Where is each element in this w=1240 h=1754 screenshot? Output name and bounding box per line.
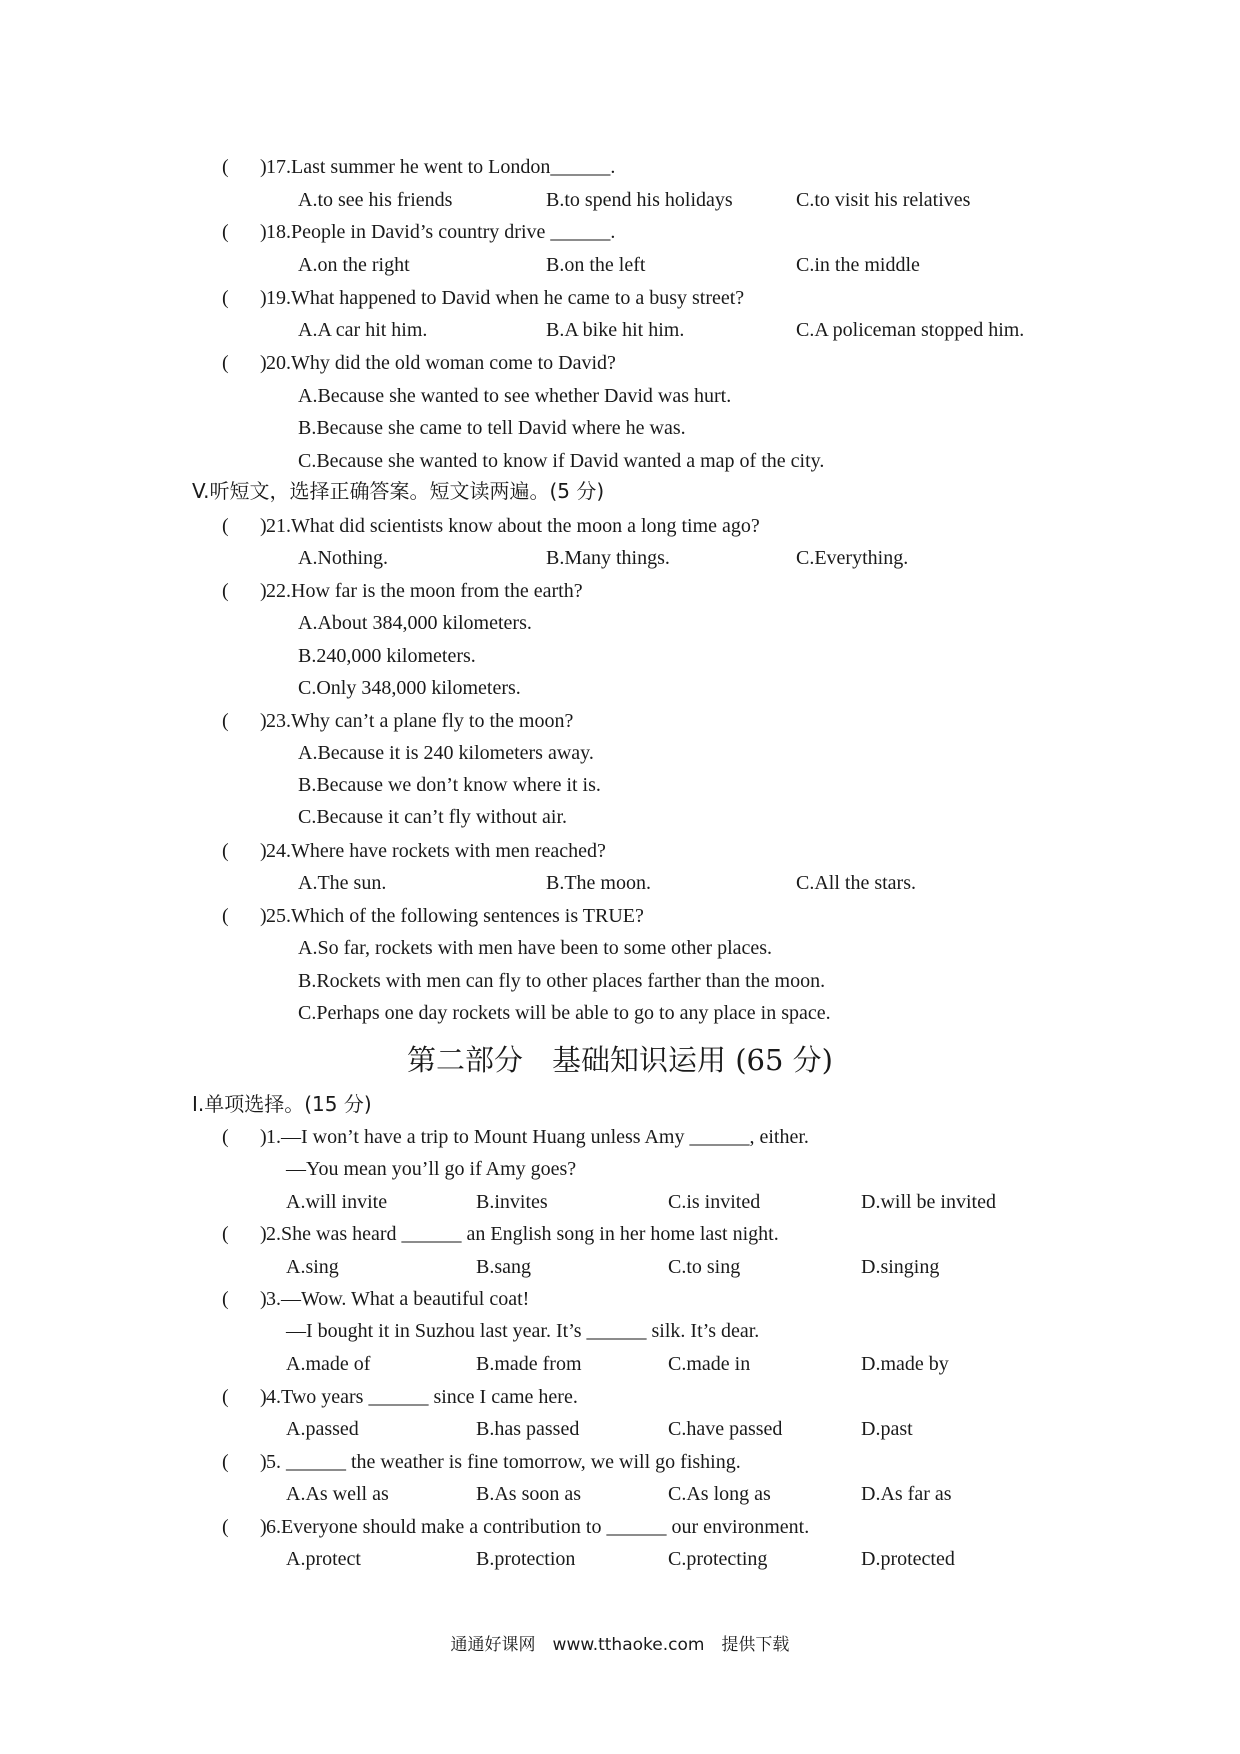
option-c: C.A policeman stopped him. (796, 319, 1025, 341)
option-c: C.to visit his relatives (796, 189, 971, 211)
option-a: A.protect (286, 1548, 361, 1570)
answer-bracket-open: ( (222, 221, 229, 243)
answer-bracket-close: ) (260, 1223, 267, 1245)
question-stem: 25.Which of the following sentences is TRUE? (266, 905, 644, 927)
option-a: A.on the right (298, 254, 410, 276)
option-b: B.made from (476, 1353, 582, 1375)
option-d: D.protected (861, 1548, 955, 1570)
option-b: B.The moon. (546, 872, 651, 894)
answer-bracket-close: ) (260, 710, 267, 732)
question-stem: 1.—I won’t have a trip to Mount Huang unless Amy ______, either. (266, 1126, 809, 1148)
question-stem: 20.Why did the old woman come to David? (266, 352, 616, 374)
option-b: B.Because we don’t know where it is. (298, 774, 601, 796)
part-two-title: 第二部分 基础知识运用 (65 分) (407, 1043, 833, 1077)
option-d: D.past (861, 1418, 913, 1440)
answer-bracket-open: ( (222, 1386, 229, 1408)
answer-bracket-open: ( (222, 840, 229, 862)
option-d: D.singing (861, 1256, 940, 1278)
question-line-2: —You mean you’ll go if Amy goes? (286, 1158, 577, 1180)
question-stem: 5. ______ the weather is fine tomorrow, we will go fishing. (266, 1451, 741, 1473)
option-b: B.A bike hit him. (546, 319, 685, 341)
answer-bracket-open: ( (222, 1223, 229, 1245)
option-c: C.All the stars. (796, 872, 916, 894)
answer-bracket-close: ) (260, 156, 267, 178)
option-a: A.will invite (286, 1191, 388, 1213)
answer-bracket-open: ( (222, 1516, 229, 1538)
option-b: B.As soon as (476, 1483, 582, 1505)
answer-bracket-close: ) (260, 1451, 267, 1473)
answer-bracket-open: ( (222, 1288, 229, 1310)
option-a: A.sing (286, 1256, 339, 1278)
question-stem: 22.How far is the moon from the earth? (266, 580, 583, 602)
answer-bracket-close: ) (260, 580, 267, 602)
answer-bracket-close: ) (260, 352, 267, 374)
option-d: D.will be invited (861, 1191, 996, 1213)
answer-bracket-close: ) (260, 1386, 267, 1408)
answer-bracket-open: ( (222, 905, 229, 927)
option-b: B.Rockets with men can fly to other places farther than the moon. (298, 970, 826, 992)
question-stem: 21.What did scientists know about the moon a long time ago? (266, 515, 760, 537)
answer-bracket-open: ( (222, 156, 229, 178)
question-stem: 23.Why can’t a plane fly to the moon? (266, 710, 574, 732)
option-c: C.Because it can’t fly without air. (298, 806, 568, 828)
option-a: A.So far, rockets with men have been to some other places. (298, 937, 773, 959)
option-a: A.As well as (286, 1483, 389, 1505)
option-c: C.As long as (668, 1483, 771, 1505)
question-stem: 3.—Wow. What a beautiful coat! (266, 1288, 530, 1310)
option-a: A.passed (286, 1418, 359, 1440)
question-stem: 4.Two years ______ since I came here. (266, 1386, 578, 1408)
option-c: C.is invited (668, 1191, 761, 1213)
option-b: B.has passed (476, 1418, 580, 1440)
question-stem: 24.Where have rockets with men reached? (266, 840, 606, 862)
answer-bracket-close: ) (260, 1516, 267, 1538)
option-c: C.Only 348,000 kilometers. (298, 677, 521, 699)
download-footer: 通通好课网 www.tthaoke.com 提供下载 (450, 1635, 790, 1655)
option-a: A.Because it is 240 kilometers away. (298, 742, 594, 764)
question-stem: 6.Everyone should make a contribution to ______ our environment. (266, 1516, 810, 1538)
question-line-2: —I bought it in Suzhou last year. It’s ______ silk. It’s dear. (286, 1320, 760, 1342)
section-heading-single-choice: Ⅰ.单项选择。(15 分) (192, 1092, 372, 1116)
question-stem: 17.Last summer he went to London______. (266, 156, 616, 178)
option-a: A.Because she wanted to see whether David was hurt. (298, 385, 732, 407)
answer-bracket-open: ( (222, 1126, 229, 1148)
option-a: A.A car hit him. (298, 319, 428, 341)
option-b: B.Because she came to tell David where he was. (298, 417, 686, 439)
option-c: C.in the middle (796, 254, 920, 276)
option-c: C.Perhaps one day rockets will be able to go to any place in space. (298, 1002, 831, 1024)
answer-bracket-close: ) (260, 287, 267, 309)
answer-bracket-close: ) (260, 905, 267, 927)
option-a: A.About 384,000 kilometers. (298, 612, 532, 634)
question-stem: 19.What happened to David when he came to a busy street? (266, 287, 745, 309)
answer-bracket-close: ) (260, 1288, 267, 1310)
option-c: C.Everything. (796, 547, 909, 569)
option-b: B.protection (476, 1548, 576, 1570)
answer-bracket-open: ( (222, 515, 229, 537)
question-stem: 2.She was heard ______ an English song in her home last night. (266, 1223, 779, 1245)
answer-bracket-open: ( (222, 352, 229, 374)
option-c: C.to sing (668, 1256, 741, 1278)
option-c: C.protecting (668, 1548, 768, 1570)
option-d: D.As far as (861, 1483, 952, 1505)
option-b: B.invites (476, 1191, 548, 1213)
section-heading-listening-v: V.听短文，选择正确答案。短文读两遍。(5 分) (192, 479, 605, 503)
option-c: C.made in (668, 1353, 751, 1375)
answer-bracket-close: ) (260, 515, 267, 537)
option-a: A.The sun. (298, 872, 387, 894)
answer-bracket-close: ) (260, 1126, 267, 1148)
option-b: B.sang (476, 1256, 531, 1278)
answer-bracket-open: ( (222, 580, 229, 602)
option-c: C.Because she wanted to know if David wanted a map of the city. (298, 450, 825, 472)
answer-bracket-open: ( (222, 710, 229, 732)
answer-bracket-open: ( (222, 1451, 229, 1473)
option-b: B.on the left (546, 254, 646, 276)
option-a: A.to see his friends (298, 189, 453, 211)
option-b: B.240,000 kilometers. (298, 645, 476, 667)
option-b: B.to spend his holidays (546, 189, 733, 211)
answer-bracket-close: ) (260, 221, 267, 243)
option-c: C.have passed (668, 1418, 783, 1440)
answer-bracket-close: ) (260, 840, 267, 862)
question-stem: 18.People in David’s country drive ______. (266, 221, 616, 243)
option-b: B.Many things. (546, 547, 670, 569)
option-a: A.Nothing. (298, 547, 388, 569)
option-d: D.made by (861, 1353, 949, 1375)
option-a: A.made of (286, 1353, 371, 1375)
answer-bracket-open: ( (222, 287, 229, 309)
